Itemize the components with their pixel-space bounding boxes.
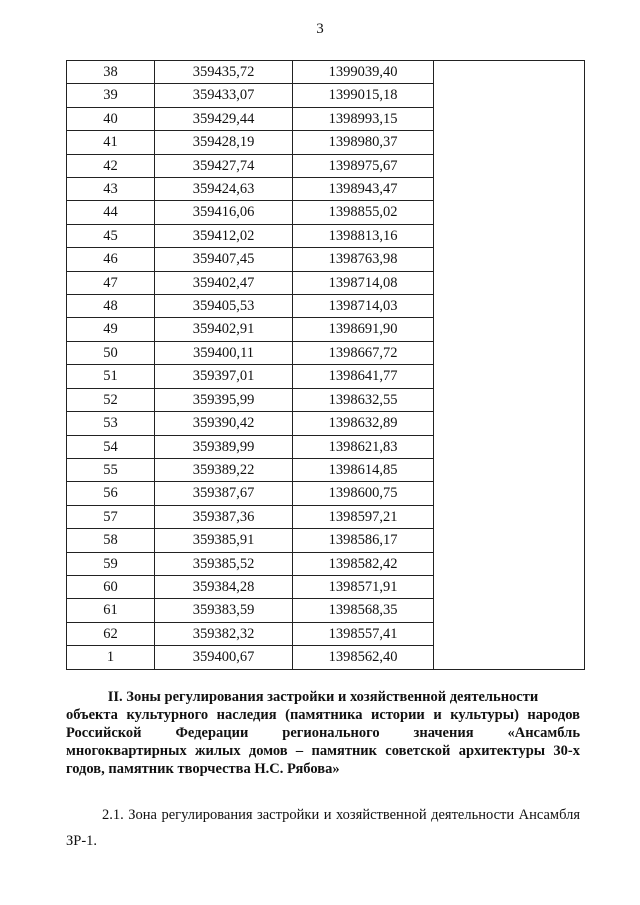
section-heading-first-line: II. Зоны регулирования застройки и хозяйственной деятельности: [107, 689, 539, 705]
y-coordinate-cell: 1398600,75: [293, 482, 434, 505]
coordinates-table-body: [67, 61, 585, 670]
y-coordinate-cell: 1398557,41: [293, 622, 434, 645]
point-number-cell: 56: [67, 482, 155, 505]
y-coordinate-cell: 1398597,21: [293, 505, 434, 528]
empty-merged-cell: [434, 61, 585, 670]
x-coordinate-cell: 359427,74: [155, 154, 293, 177]
point-number-cell: 61: [67, 599, 155, 622]
point-number-cell: 48: [67, 295, 155, 318]
y-coordinate-cell: 1398763,98: [293, 248, 434, 271]
x-coordinate-cell: 359429,44: [155, 107, 293, 130]
point-number-cell: 62: [67, 622, 155, 645]
point-number-cell: 42: [67, 154, 155, 177]
section-heading: [66, 688, 580, 778]
x-coordinate-cell: 359416,06: [155, 201, 293, 224]
y-coordinate-cell: 1398943,47: [293, 178, 434, 201]
x-coordinate-cell: 359395,99: [155, 388, 293, 411]
y-coordinate-cell: 1398571,91: [293, 575, 434, 598]
point-number-cell: 43: [67, 178, 155, 201]
x-coordinate-cell: 359390,42: [155, 412, 293, 435]
x-coordinate-cell: 359385,52: [155, 552, 293, 575]
y-coordinate-cell: 1398582,42: [293, 552, 434, 575]
y-coordinate-cell: 1398993,15: [293, 107, 434, 130]
x-coordinate-cell: 359402,47: [155, 271, 293, 294]
coordinates-table: [66, 60, 585, 670]
point-number-cell: 39: [67, 84, 155, 107]
zone-paragraph: 2.1. Зона регулирования застройки и хозяйственной деятельности Ансамбля ЗР-1.: [66, 807, 580, 849]
point-number-cell: 40: [67, 107, 155, 130]
y-coordinate-cell: 1398855,02: [293, 201, 434, 224]
x-coordinate-cell: 359389,99: [155, 435, 293, 458]
point-number-cell: 45: [67, 224, 155, 247]
x-coordinate-cell: 359405,53: [155, 295, 293, 318]
y-coordinate-cell: 1398641,77: [293, 365, 434, 388]
x-coordinate-cell: 359435,72: [155, 61, 293, 84]
y-coordinate-cell: 1398632,55: [293, 388, 434, 411]
point-number-cell: 1: [67, 646, 155, 669]
x-coordinate-cell: 359412,02: [155, 224, 293, 247]
x-coordinate-cell: 359400,67: [155, 646, 293, 669]
y-coordinate-cell: 1398714,03: [293, 295, 434, 318]
point-number-cell: 52: [67, 388, 155, 411]
y-coordinate-cell: 1399039,40: [293, 61, 434, 84]
x-coordinate-cell: 359407,45: [155, 248, 293, 271]
y-coordinate-cell: 1398614,85: [293, 458, 434, 481]
point-number-cell: 55: [67, 458, 155, 481]
point-number-cell: 57: [67, 505, 155, 528]
y-coordinate-cell: 1398691,90: [293, 318, 434, 341]
x-coordinate-cell: 359433,07: [155, 84, 293, 107]
y-coordinate-cell: 1398813,16: [293, 224, 434, 247]
y-coordinate-cell: 1398667,72: [293, 341, 434, 364]
point-number-cell: 41: [67, 131, 155, 154]
point-number-cell: 60: [67, 575, 155, 598]
y-coordinate-cell: 1398562,40: [293, 646, 434, 669]
x-coordinate-cell: 359387,36: [155, 505, 293, 528]
point-number-cell: 44: [67, 201, 155, 224]
x-coordinate-cell: 359389,22: [155, 458, 293, 481]
x-coordinate-cell: 359397,01: [155, 365, 293, 388]
x-coordinate-cell: 359384,28: [155, 575, 293, 598]
y-coordinate-cell: 1398975,67: [293, 154, 434, 177]
x-coordinate-cell: 359383,59: [155, 599, 293, 622]
y-coordinate-cell: 1398632,89: [293, 412, 434, 435]
y-coordinate-cell: 1398980,37: [293, 131, 434, 154]
point-number-cell: 50: [67, 341, 155, 364]
y-coordinate-cell: 1399015,18: [293, 84, 434, 107]
x-coordinate-cell: 359424,63: [155, 178, 293, 201]
point-number-cell: 58: [67, 529, 155, 552]
point-number-cell: 38: [67, 61, 155, 84]
page-number: 3: [316, 21, 324, 37]
point-number-cell: 49: [67, 318, 155, 341]
x-coordinate-cell: 359400,11: [155, 341, 293, 364]
x-coordinate-cell: 359385,91: [155, 529, 293, 552]
point-number-cell: 59: [67, 552, 155, 575]
y-coordinate-cell: 1398714,08: [293, 271, 434, 294]
y-coordinate-cell: 1398568,35: [293, 599, 434, 622]
y-coordinate-cell: 1398621,83: [293, 435, 434, 458]
y-coordinate-cell: 1398586,17: [293, 529, 434, 552]
section-heading-rest: объекта культурного наследия (памятника истории и культуры) народов Российской Федерации регионального значения «Ансамбль многоквартирных жилых домов – памятник советской архитектуры 30-х годов, памятник творчества Н.С. Рябова»: [66, 707, 580, 777]
point-number-cell: 51: [67, 365, 155, 388]
point-number-cell: 53: [67, 412, 155, 435]
table-row: [67, 61, 585, 84]
x-coordinate-cell: 359428,19: [155, 131, 293, 154]
x-coordinate-cell: 359382,32: [155, 622, 293, 645]
point-number-cell: 54: [67, 435, 155, 458]
point-number-cell: 47: [67, 271, 155, 294]
x-coordinate-cell: 359402,91: [155, 318, 293, 341]
x-coordinate-cell: 359387,67: [155, 482, 293, 505]
point-number-cell: 46: [67, 248, 155, 271]
